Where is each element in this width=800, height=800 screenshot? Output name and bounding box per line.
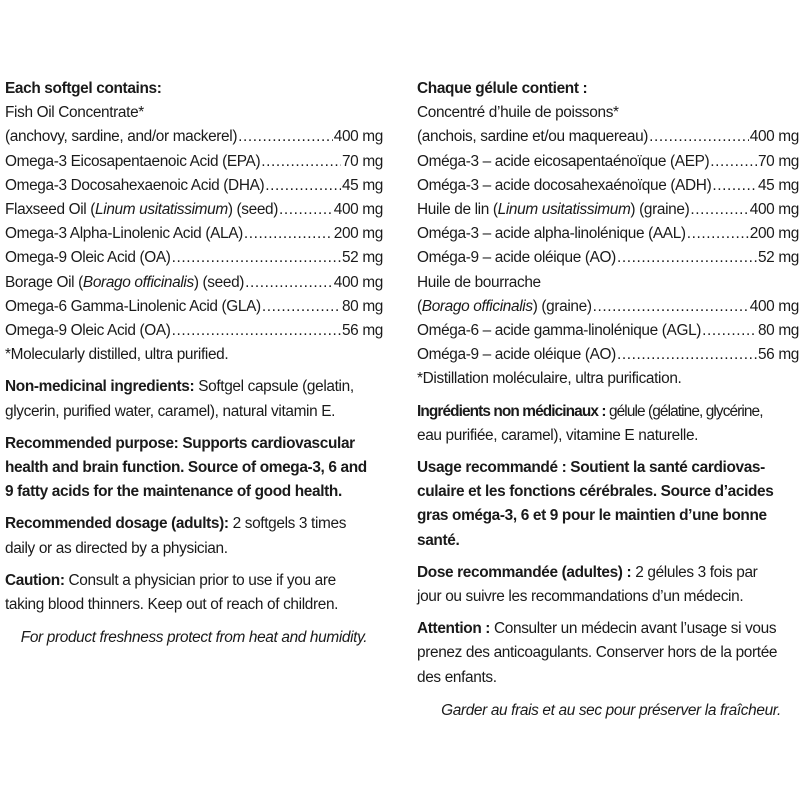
- ingredient-amount: 400 mg: [333, 201, 383, 219]
- borage-latin-name: Borago officinalis: [421, 297, 533, 315]
- non-medicinal-text: gélule (gélatine, glycérine,: [608, 402, 763, 420]
- dot-leader: [244, 222, 333, 246]
- ingredient-amount: 80 mg: [757, 322, 799, 340]
- ingredient-row-fish-oil: [5, 125, 383, 149]
- borage-prefix: Borage Oil (: [5, 273, 83, 291]
- ingredient-name: [5, 271, 244, 295]
- ingredient-amount: 400 mg: [749, 297, 799, 315]
- flax-latin-name: Linum usitatissimum: [497, 201, 631, 219]
- non-medicinal-label: Non-medicinal ingredients:: [5, 378, 195, 396]
- ingredient-row-aal: [417, 222, 799, 246]
- dot-leader: [687, 222, 749, 246]
- ingredient-row-bourrache: [417, 295, 799, 319]
- french-column: [417, 77, 799, 723]
- non-medicinal-label: Ingrédients non médicinaux :: [417, 402, 606, 420]
- ingredient-name: Oméga-3 – acide docosahexaénoïque (ADH): [417, 176, 712, 194]
- dot-leader: [245, 271, 333, 295]
- ingredient-amount: 80 mg: [341, 297, 383, 315]
- ingredient-row-oa-1: [5, 246, 383, 270]
- ingredient-amount: 56 mg: [341, 322, 383, 340]
- caution-text: Consult a physician prior to use if you are: [68, 571, 336, 589]
- borage-suffix: ) (seed): [193, 273, 245, 291]
- dot-leader: [172, 246, 341, 270]
- ingredient-amount: 70 mg: [341, 152, 383, 170]
- dot-leader: [617, 343, 757, 367]
- ingredient-amount: 400 mg: [749, 201, 799, 219]
- ingredient-name: Omega-3 Eicosapentaenoic Acid (EPA): [5, 152, 261, 170]
- caution-text-cont: prenez des anticoagulants. Conserver hors de la portée: [417, 644, 778, 662]
- dot-leader: [712, 174, 757, 198]
- distillation-footnote: *Distillation moléculaire, ultra purification.: [417, 370, 682, 388]
- ingredient-row-fish-oil: [417, 125, 799, 149]
- dot-leader: [261, 150, 341, 174]
- ingredient-name: Oméga-9 – acide oléique (AO): [417, 346, 616, 364]
- ingredient-row-ao-1: [417, 246, 799, 270]
- dot-leader: [265, 174, 341, 198]
- recommended-purpose: [5, 432, 383, 505]
- borage-latin-name: Borago officinalis: [82, 273, 194, 291]
- caution: [417, 617, 799, 690]
- purpose-line: 9 fatty acids for the maintenance of good health.: [5, 483, 342, 501]
- non-medicinal-text-cont: eau purifiée, caramel), vitamine E naturelle.: [417, 426, 699, 444]
- recommended-dosage: [5, 512, 383, 560]
- ingredient-amount: 45 mg: [341, 176, 383, 194]
- ingredient-name: [5, 198, 278, 222]
- dot-leader: [702, 319, 757, 343]
- dot-leader: [593, 295, 749, 319]
- ingredient-name: (anchois, sardine et/ou maquereau): [417, 128, 649, 146]
- ingredient-name: Oméga-3 – acide alpha-linolénique (AAL): [417, 225, 686, 243]
- dosage-text: 2 gélules 3 fois par: [635, 563, 758, 581]
- non-medicinal-ingredients: [417, 400, 799, 448]
- ingredient-amount: 56 mg: [757, 346, 799, 364]
- non-medicinal-text-cont: glycerin, purified water, caramel), natural vitamin E.: [5, 402, 336, 420]
- ingredient-amount: 70 mg: [757, 152, 799, 170]
- purpose-line: Recommended purpose: Supports cardiovascular: [5, 434, 355, 452]
- borage-label: Huile de bourrache: [417, 273, 541, 291]
- ingredient-row-oa-2: [5, 319, 383, 343]
- dosage-label: Recommended dosage (adults):: [5, 515, 229, 533]
- ingredient-amount: 400 mg: [749, 128, 799, 146]
- caution-text: Consulter un médecin avant l’usage si vous: [494, 620, 777, 638]
- ingredient-amount: 200 mg: [333, 225, 383, 243]
- dosage-text: 2 softgels 3 times: [232, 515, 347, 533]
- ingredient-amount: 200 mg: [749, 225, 799, 243]
- ingredient-name: Oméga-6 – acide gamma-linolénique (AGL): [417, 322, 702, 340]
- purpose-line: gras oméga-3, 6 et 9 pour le maintien d’une bonne: [417, 507, 767, 525]
- ingredient-row-agl: [417, 319, 799, 343]
- ingredient-row-ala: [5, 222, 383, 246]
- flax-suffix: ) (graine): [630, 201, 690, 219]
- ingredient-name: Omega-3 Alpha-Linolenic Acid (ALA): [5, 225, 243, 243]
- ingredient-amount: 400 mg: [333, 273, 383, 291]
- fish-oil-label: Concentré d’huile de poissons*: [417, 104, 619, 122]
- ingredient-name: Omega-9 Oleic Acid (OA): [5, 322, 171, 340]
- freshness-note: Garder au frais et au sec pour préserver la fraîcheur.: [441, 701, 781, 719]
- purpose-line: culaire et les fonctions cérébrales. Source d’acides: [417, 483, 774, 501]
- dosage-label: Dose recommandée (adultes) :: [417, 563, 632, 581]
- ingredient-row-lin: [417, 198, 799, 222]
- purpose-line: Usage recommandé : Soutient la santé cardiovas-: [417, 459, 765, 477]
- caution-text-cont: taking blood thinners. Keep out of reach of children.: [5, 596, 339, 614]
- caution-text-cont: des enfants.: [417, 668, 497, 686]
- non-medicinal-text: Softgel capsule (gelatin,: [198, 378, 354, 396]
- dosage-text-cont: jour ou suivre les recommandations d’un médecin.: [417, 588, 744, 606]
- purpose-line: santé.: [417, 531, 460, 549]
- dot-leader: [710, 150, 757, 174]
- ingredients-heading: Chaque gélule contient :: [417, 80, 588, 97]
- dot-leader: [617, 246, 757, 270]
- ingredient-name: Omega-3 Docosahexaenoic Acid (DHA): [5, 176, 265, 194]
- dot-leader: [238, 125, 333, 149]
- english-column: [5, 77, 383, 650]
- borage-suffix: ) (graine): [532, 297, 592, 315]
- ingredient-name: (anchovy, sardine, and/or mackerel): [5, 128, 238, 146]
- ingredient-name: Omega-9 Oleic Acid (OA): [5, 249, 171, 267]
- flax-prefix: Huile de lin (: [417, 201, 498, 219]
- ingredient-amount: 400 mg: [333, 128, 383, 146]
- ingredient-row-gla: [5, 295, 383, 319]
- caution: [5, 569, 383, 617]
- ingredient-row-flaxseed: [5, 198, 383, 222]
- ingredient-amount: 52 mg: [757, 249, 799, 267]
- ingredient-amount: 45 mg: [757, 176, 799, 194]
- flax-suffix: ) (seed): [227, 201, 279, 219]
- ingredient-name: Oméga-3 – acide eicosapentaénoïque (AEP): [417, 152, 710, 170]
- ingredient-name: [417, 295, 592, 319]
- purpose-line: health and brain function. Source of omega-3, 6 and: [5, 459, 367, 477]
- dosage-text-cont: daily or as directed by a physician.: [5, 539, 228, 557]
- ingredient-row-adh: [417, 174, 799, 198]
- freshness-note: For product freshness protect from heat and humidity.: [20, 629, 368, 647]
- borage-prefix: (: [417, 297, 422, 315]
- ingredient-row-ao-2: [417, 343, 799, 367]
- dot-leader: [262, 295, 341, 319]
- recommended-purpose: [417, 456, 799, 553]
- fish-oil-label: Fish Oil Concentrate*: [5, 104, 144, 122]
- ingredient-row-aep: [417, 150, 799, 174]
- dot-leader: [649, 125, 749, 149]
- ingredients-heading: Each softgel contains:: [5, 80, 162, 97]
- ingredient-row-epa: [5, 150, 383, 174]
- ingredient-row-dha: [5, 174, 383, 198]
- non-medicinal-ingredients: [5, 375, 383, 423]
- ingredient-amount: 52 mg: [341, 249, 383, 267]
- flax-prefix: Flaxseed Oil (: [5, 201, 96, 219]
- recommended-dosage: [417, 561, 799, 609]
- dot-leader: [690, 198, 748, 222]
- ingredient-row-borage: [5, 271, 383, 295]
- caution-label: Attention :: [417, 620, 491, 638]
- dot-leader: [172, 319, 341, 343]
- flax-latin-name: Linum usitatissimum: [95, 201, 228, 219]
- ingredient-name: Oméga-9 – acide oléique (AO): [417, 249, 616, 267]
- ingredient-name: Omega-6 Gamma-Linolenic Acid (GLA): [5, 297, 261, 315]
- dot-leader: [279, 198, 333, 222]
- caution-label: Caution:: [5, 571, 65, 589]
- ingredient-name: [417, 198, 689, 222]
- distillation-footnote: *Molecularly distilled, ultra purified.: [5, 346, 229, 364]
